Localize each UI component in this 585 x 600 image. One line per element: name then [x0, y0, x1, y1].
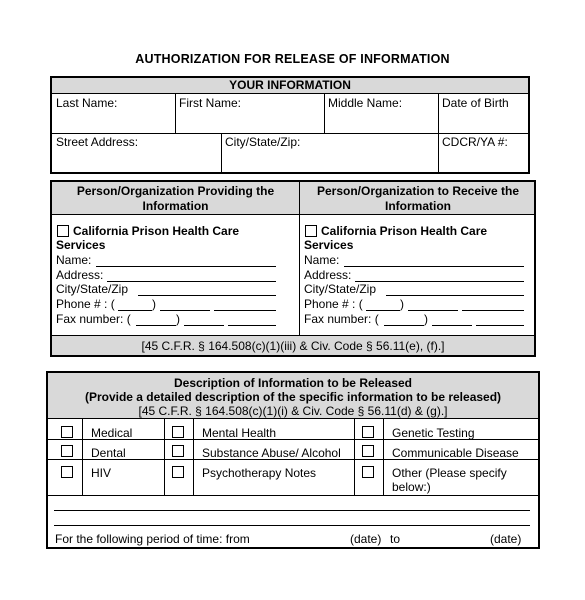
mental-health-checkbox[interactable]: [172, 426, 184, 438]
from-date-label[interactable]: (date): [350, 532, 382, 546]
receiver-phone-area-line[interactable]: [366, 310, 400, 311]
provider-phone-paren: ): [152, 297, 156, 311]
provider-phone-area-line[interactable]: [118, 310, 152, 311]
other-checkbox[interactable]: [362, 466, 374, 478]
provider-org-line2: Services: [56, 238, 106, 252]
provider-phone-label: Phone # : (: [56, 297, 115, 311]
provider-fax-area-line[interactable]: [136, 325, 176, 326]
receiving-header-line1: Person/Organization to Receive the: [316, 184, 520, 198]
receiver-phone-line-2[interactable]: [462, 310, 524, 311]
receiver-address-line[interactable]: [355, 281, 524, 282]
receiver-address-label: Address:: [304, 268, 352, 282]
providing-header-line1: Person/Organization Providing the: [76, 184, 275, 198]
receiver-phone-line-1[interactable]: [408, 310, 458, 311]
cphcs-provider-checkbox[interactable]: [57, 225, 69, 237]
receiver-phone-label: Phone # : (: [304, 297, 363, 311]
substance-abuse-label: Substance Abuse/ Alcohol: [202, 446, 341, 460]
receiving-header-line2: Information: [385, 199, 451, 213]
grid-line: [82, 419, 83, 495]
receiving-header: [300, 184, 536, 214]
col-divider: [438, 133, 439, 174]
parties-citation: [45 C.F.R. § 164.508(c)(1)(iii) & Civ. Code § 56.11(e), (f).]: [141, 339, 445, 353]
col-divider: [324, 94, 325, 133]
receiver-org-line1: California Prison Health Care: [321, 224, 488, 238]
providing-header: [52, 184, 299, 214]
receiver-fax-label: Fax number: (: [304, 312, 379, 326]
providing-header-line2: Information: [142, 199, 209, 213]
receiver-org-line2: Services: [304, 238, 354, 252]
street-address-field[interactable]: Street Address:: [56, 135, 139, 149]
other-label: Other (Please specify: [392, 466, 507, 480]
provider-address-label: Address:: [56, 268, 104, 282]
cdcr-number-field[interactable]: CDCR/YA #:: [442, 135, 508, 149]
receiver-fax-paren: ): [424, 312, 428, 326]
middle-name-field[interactable]: Middle Name:: [328, 96, 403, 110]
date-of-birth-field[interactable]: Date of Birth: [442, 96, 509, 110]
receiver-name-line[interactable]: [344, 266, 524, 267]
provider-fax-line-2[interactable]: [228, 325, 276, 326]
dental-label: Dental: [91, 446, 126, 460]
city-state-zip-field[interactable]: City/State/Zip:: [225, 135, 301, 149]
row-divider: [52, 133, 528, 134]
provider-org-line1: California Prison Health Care: [73, 224, 240, 238]
your-information-section: [50, 76, 530, 174]
period-label: For the following period of time: from: [55, 532, 250, 546]
substance-abuse-checkbox[interactable]: [172, 445, 184, 457]
col-divider: [175, 94, 176, 133]
description-section: [46, 371, 540, 549]
last-name-field[interactable]: Last Name:: [56, 96, 118, 110]
provider-fax-line-1[interactable]: [184, 325, 224, 326]
grid-line: [383, 419, 384, 495]
grid-line: [193, 419, 194, 495]
medical-label: Medical: [91, 426, 133, 440]
to-date-label[interactable]: (date): [490, 532, 522, 546]
receiver-fax-line-1[interactable]: [432, 325, 472, 326]
description-header: [48, 373, 538, 419]
provider-phone-line-1[interactable]: [160, 310, 210, 311]
receiver-fax-area-line[interactable]: [384, 325, 424, 326]
specify-line-2[interactable]: [54, 525, 530, 526]
provider-fax-paren: ): [176, 312, 180, 326]
description-header-line2: (Provide a detailed description of the specific information to be released): [84, 390, 502, 404]
grid-line: [164, 419, 165, 495]
provider-address-line[interactable]: [107, 281, 276, 282]
provider-city-label: City/State/Zip: [56, 282, 129, 296]
parties-section: [50, 180, 536, 357]
provider-name-line[interactable]: [96, 266, 276, 267]
receiver-phone-paren: ): [400, 297, 404, 311]
provider-name-label: Name:: [56, 253, 92, 267]
communicable-disease-label: Communicable Disease: [392, 446, 519, 460]
first-name-field[interactable]: First Name:: [179, 96, 242, 110]
genetic-testing-label: Genetic Testing: [392, 426, 475, 440]
provider-fax-label: Fax number: (: [56, 312, 131, 326]
psychotherapy-notes-label: Psychotherapy Notes: [202, 466, 317, 480]
communicable-disease-checkbox[interactable]: [362, 445, 374, 457]
grid-line: [48, 495, 538, 496]
specify-line-1[interactable]: [54, 510, 530, 511]
dental-checkbox[interactable]: [61, 445, 73, 457]
col-divider: [438, 94, 439, 133]
hiv-label: HIV: [91, 466, 112, 480]
to-label: to: [390, 532, 401, 546]
genetic-testing-checkbox[interactable]: [362, 426, 374, 438]
provider-phone-line-2[interactable]: [214, 310, 276, 311]
medical-checkbox[interactable]: [61, 426, 73, 438]
description-citation: [45 C.F.R. § 164.508(c)(1)(i) & Civ. Code § 56.11(d) & (g).]: [138, 404, 448, 418]
receiver-fax-line-2[interactable]: [476, 325, 524, 326]
receiver-city-label: City/State/Zip: [304, 282, 377, 296]
col-divider: [221, 133, 222, 174]
your-information-header: YOUR INFORMATION: [52, 78, 528, 94]
grid-line: [354, 419, 355, 495]
receiver-city-line[interactable]: [386, 295, 524, 296]
provider-city-line[interactable]: [138, 295, 276, 296]
hiv-checkbox[interactable]: [61, 466, 73, 478]
receiver-name-label: Name:: [304, 253, 340, 267]
mental-health-label: Mental Health: [202, 426, 277, 440]
cphcs-receiver-checkbox[interactable]: [305, 225, 317, 237]
form-title: AUTHORIZATION FOR RELEASE OF INFORMATION: [135, 52, 450, 66]
description-header-line1: Description of Information to be Released: [173, 376, 413, 390]
other-label-cont: below:): [392, 480, 431, 494]
psychotherapy-notes-checkbox[interactable]: [172, 466, 184, 478]
